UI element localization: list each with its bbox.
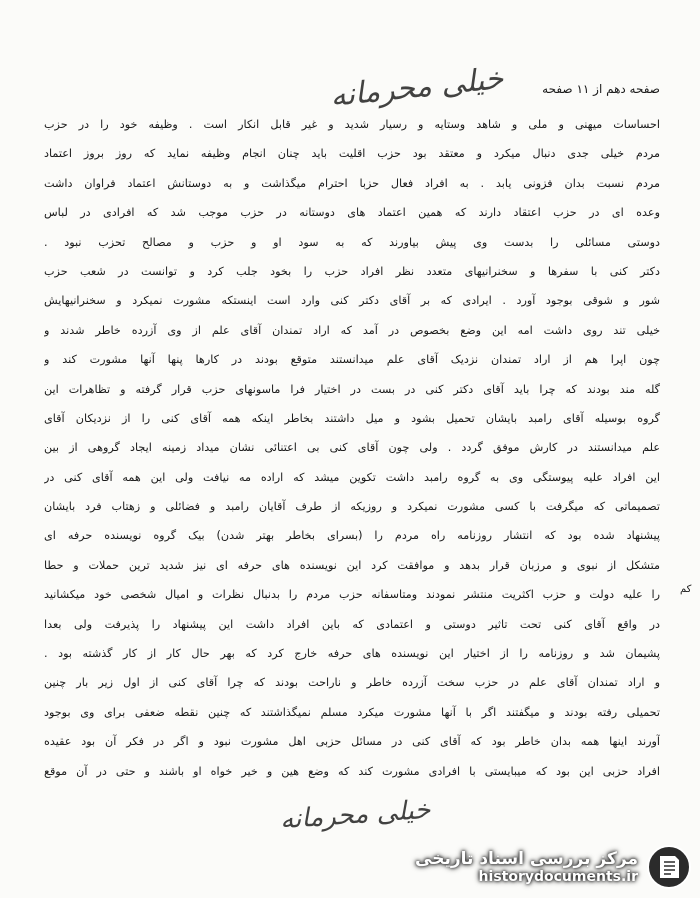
document-line: وعده ای در حزب اعتقاد دارند که همین اعتماد های دوستانه در حزب موجب شد که افرادی در لباس <box>44 206 660 220</box>
document-line: احساسات میهنی و ملی و شاهد وستایه و رسیار شدید و غیر قابل انکار است . وظیفه خود را در حزب <box>44 118 660 131</box>
document-line: متشکل از نبوی و مرزبان قرار بدهد و موافقت کرد این نویسنده های حرفه ای نیز شدید ترین حملات و حطا <box>44 558 660 572</box>
classification-stamp: خیلی محرمانه <box>328 61 506 114</box>
document-line: دوستی مسائلی را بدست وی پیش بیاورند که به سود او و حزب و مصالح تحزب نبود . <box>44 235 660 249</box>
document-line: شور و شوقی بوجود آورد . ایرادی که بر آقای دکتر کنی وارد است اینستکه مشورت نمیکرد و سخنرانیهایش <box>44 294 660 308</box>
document-line: پیشنهاد شده بود که انتشار روزنامه راه مردم را (بسرای بخاطر بهتر شدن) بیک گروه نویسنده حرفه ای <box>44 529 660 543</box>
document-line: علم میدانستند در کارش موفق گردد . ولی چون آقای کنی بی اعتنائی نشان میداد زمینه ایجاد گروهی از بین <box>44 441 660 455</box>
document-line: چون اپرا هم از اراد تمندان نزدیک آقای علم میدانستند متوقع بودند در کارها پنها آنها مشورت کند و <box>44 353 660 367</box>
document-line: خیلی تند روی داشت امه این وضع بخصوص در آمد که اراد تمندان آقای علم از وی آزرده خاطر شدند و <box>44 323 660 337</box>
watermark-site: historydocuments.ir <box>478 869 638 885</box>
archive-watermark <box>415 844 692 890</box>
document-archive-logo-icon <box>646 844 692 890</box>
document-body <box>44 110 660 786</box>
document-line: تحمیلی رفته بودند و میگفتند اگر با آنها مشورت میکرد مسلم نمیگذاشتند که چنین نقطه ضعفی برای وی بوجود <box>44 705 660 719</box>
document-line: این افراد علیه پیوستگی وی به گروه رامبد داشت تکوین میشد که اراده مه نیافت ولی این همه آقای کنی در <box>44 470 660 484</box>
document-line: آورند اینها همه بدان خاطر بود که آقای کنی در مسائل حزبی اهل مشورت نبود و اگر در فکر آن بود عقیده <box>44 735 660 749</box>
document-line: تصمیماتی که میگرفت با کسی مشورت نمیکرد و روزیکه از طرف آقایان رامبد و فضائلی و زهتاب فرد بایشان <box>44 500 660 514</box>
document-line: گروه بوسیله آقای رامبد بایشان تحمیل بشود و میل داشتند بخاطر اینکه همه آقای کنی را از نزدیکان آقای <box>44 411 660 425</box>
watermark-title: مرکز بررسی اسناد تاریخی <box>415 849 638 869</box>
document-line: پشیمان شد و روزنامه را از اختیار این نویسنده های حرفه خارج کرد که بهر حال کار از کار گذشته بود . <box>44 647 660 661</box>
margin-note: کم <box>680 584 692 595</box>
document-line: مردم خیلی جدی دنبال میکرد و معتقد بود حزب اقلیت باید چنان انجام وظیفه نماید که روز بروز اعتماد <box>44 147 660 161</box>
classification-signature: خیلی محرمانه <box>279 794 432 836</box>
document-line: مردم نسبت بدان فزونی یابد . به افراد فعال حزبا احترام میگذاشت و به دوستانش اعتماد فراوان داشت <box>44 176 660 190</box>
document-line: گله مند بودند که چرا باید آقای دکتر کنی در بست در اختیار فرا ماسونهای حزب قرار گرفته و تظاهرات این <box>44 382 660 396</box>
document-line: دکتر کنی با سفرها و سخنرانیهای متعدد نظر افراد حزب را بخود جلب کرد و توانست در شعب حزب <box>44 264 660 278</box>
document-line: و اراد تمندان آقای علم در حزب سخت آزرده خاطر و ناراحت بودند که چرا آقای کنی از اول زیر بار چنین <box>44 676 660 690</box>
document-line: افراد حزبی این بود که میبایستی با افرادی مشورت کند که وضع هین و خیر خواه او باشند و حتی در آن موقع <box>44 764 660 778</box>
page-number-header: صفحه دهم از ۱۱ صفحه <box>542 82 660 96</box>
document-line: در واقع آقای کنی تحت تاثیر دوستی و اعتمادی که باین افراد داشت این پیشنهاد را پذیرفت ولی بعدا <box>44 617 660 631</box>
document-line: را علیه دولت و حزب اکثریت منتشر نمودند ومتاسفانه حزب مردم را بدنبال نظرات و امیال شخصی خود میکشانید <box>44 588 660 602</box>
